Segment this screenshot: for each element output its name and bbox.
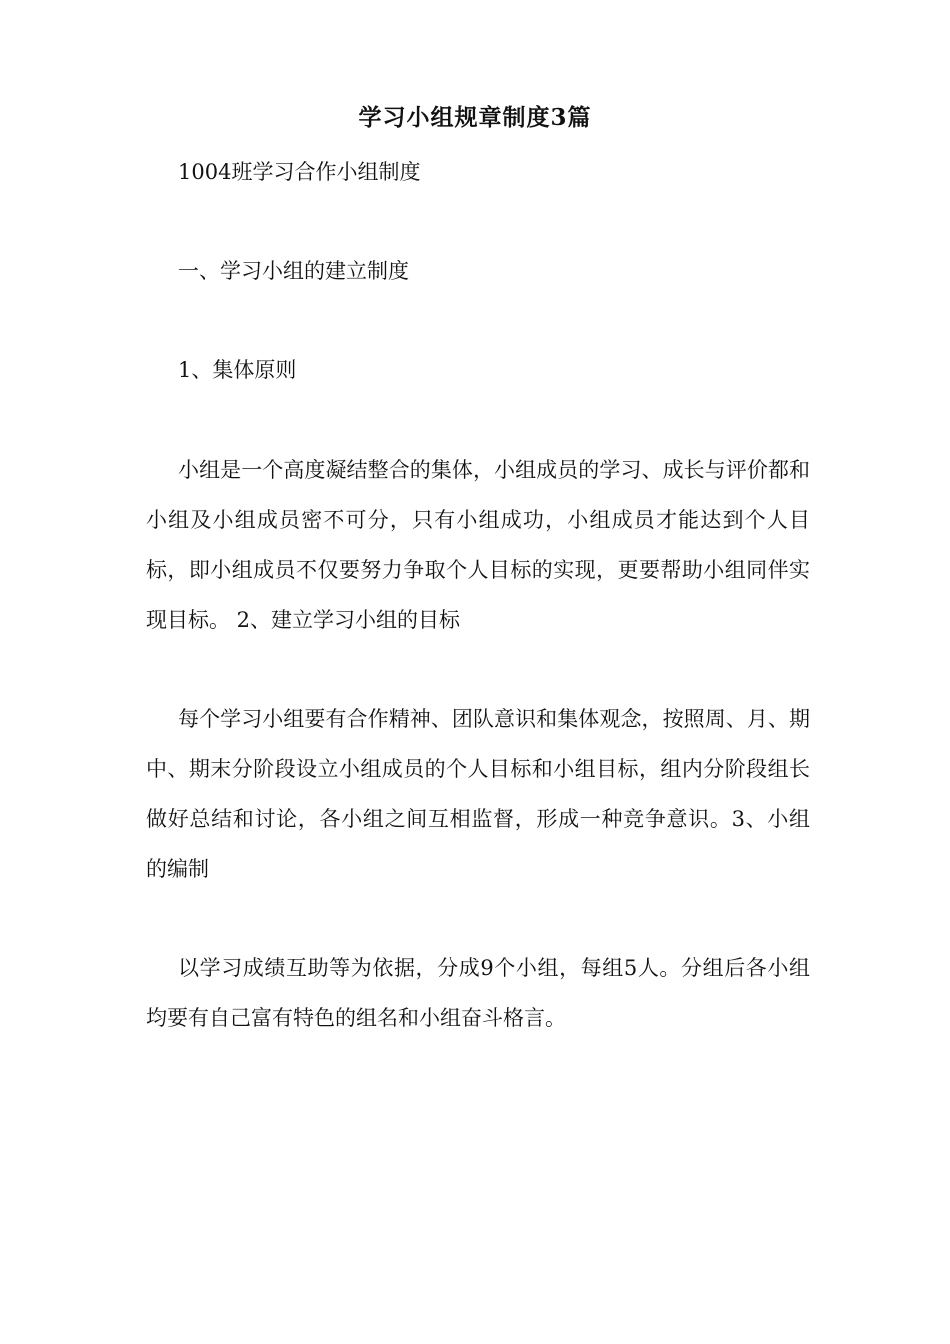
subsection-heading: 1、集体原则 bbox=[178, 358, 297, 382]
section-heading: 一、学习小组的建立制度 bbox=[178, 259, 409, 283]
body-paragraph: 小组是一个高度凝结整合的集体，小组成员的学习、成长与评价都和小组及小组成员密不可分，只有小组成功，小组成员才能达到个人目标，即小组成员不仅要努力争取个人目标的实现，更要帮助小组同伴实现目标。 2、建立学习小组的目标 bbox=[146, 458, 810, 632]
body-paragraph: 每个学习小组要有合作精神、团队意识和集体观念，按照周、月、期中、期末分阶段设立小组成员的个人目标和小组目标，组内分阶段组长做好总结和讨论，各小组之间互相监督，形成一种竞争意识。3、小组的编制 bbox=[146, 707, 810, 881]
document-subtitle: 1004班学习合作小组制度 bbox=[178, 160, 421, 184]
document-title: 学习小组规章制度3篇 bbox=[358, 104, 592, 131]
body-paragraph: 以学习成绩互助等为依据，分成9个小组，每组5人。分组后各小组均要有自己富有特色的组名和小组奋斗格言。 bbox=[146, 956, 810, 1030]
